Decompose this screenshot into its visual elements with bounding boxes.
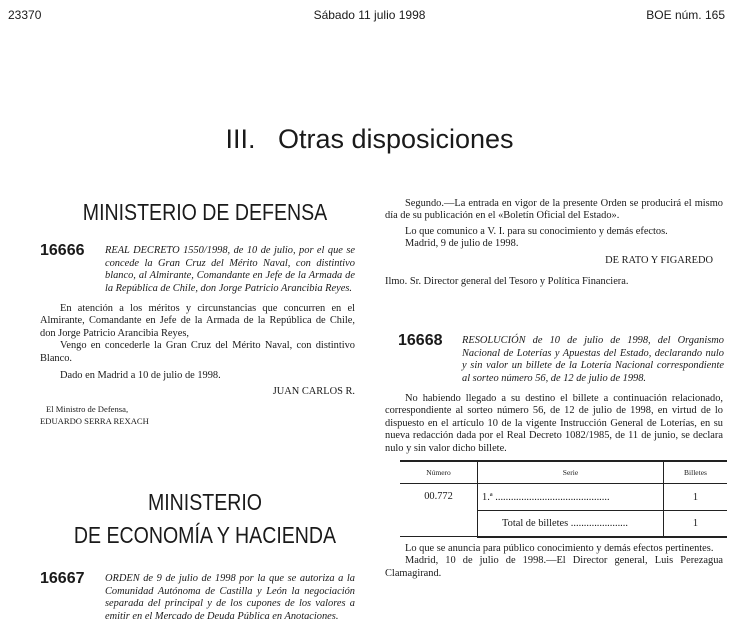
doc-body (40, 303, 355, 427)
ministry-heading: DE ECONOMÍA Y HACIENDA (73, 522, 337, 548)
section-title: III. Otras disposiciones (225, 124, 514, 154)
paragraph: Madrid, 9 de julio de 1998. (405, 238, 519, 250)
doc-summary: REAL DECRETO 1550/1998, de 10 de julio, por el que se concede la Gran Cruz del Mérito Naval, con distintivo blanco, al Almirante, Comandante en Jefe de la Armada de la República de Chile, don Jorge Patricio Arancibia Reyes. (105, 245, 355, 294)
doc-body (385, 543, 723, 580)
paragraph: Segundo.—La entrada en vigor de la presente Orden se producirá el mismo día de su publicación en el «Boletín Oficial del Estado». (385, 198, 723, 222)
paragraph: Vengo en concederle la Gran Cruz del Mérito Naval, con distintivo Blanco. (40, 340, 355, 364)
doc-summary: ORDEN de 9 de julio de 1998 por la que se autoriza a la Comunidad Autónoma de Castilla y León la negociación separada del principal y de los cupones de los valores a emitir en el Mercado de Deuda Pública en Anotaciones. (105, 573, 355, 622)
ticket-number: 00.772 (400, 484, 478, 537)
paragraph: Madrid, 10 de julio de 1998.—El Director general, Luis Perezagua Clamagirand. (385, 555, 723, 579)
ministry-heading: MINISTERIO DE DEFENSA (82, 199, 328, 225)
column-header: Número (400, 461, 478, 484)
signature: JUAN CARLOS R. (272, 386, 355, 398)
issue-number: BOE núm. 165 (646, 8, 725, 22)
doc-number: 16666 (40, 242, 85, 259)
minister-title: El Ministro de Defensa, (46, 404, 129, 415)
column-header: Billetes (664, 461, 728, 484)
doc-number: 16668 (398, 332, 443, 349)
paragraph: Lo que comunico a V. I. para su conocimiento y demás efectos. (405, 225, 668, 237)
doc-summary: RESOLUCIÓN de 10 de julio de 1998, del Organismo Nacional de Loterías y Apuestas del Estado, declarando nulo y sin valor un billete de la Lotería Nacional correspondiente al sorteo número 56, de 12 de julio de 1998. (462, 335, 724, 384)
page-number: 23370 (8, 8, 42, 22)
doc-body (385, 198, 723, 287)
signature: DE RATO Y FIGAREDO (605, 254, 713, 266)
paragraph: Dado en Madrid a 10 de julio de 1998. (60, 370, 221, 382)
total-label: Total de billetes ...................... (478, 511, 664, 537)
ticket-count: 1 (664, 484, 728, 511)
issue-date: Sábado 11 julio 1998 (313, 8, 426, 22)
paragraph: Lo que se anuncia para público conocimiento y demás efectos pertinentes. (405, 543, 714, 554)
paragraph: No habiendo llegado a su destino el billete a continuación relacionado, correspondiente al sorteo número 56, de 12 de julio de 1998, en virtud de lo dispuesto en el artículo 10 de la vigente Instrucción General de Loterías, en su nueva redacción dada por el Real Decreto 1082/1985, de 11 de junio, se declara nulo y sin valor dicho billete. (385, 393, 723, 454)
lottery-table (400, 460, 727, 538)
ministry-heading: MINISTERIO (147, 489, 263, 515)
doc-body (385, 393, 723, 455)
ticket-series: 1.ª ............................................ (478, 484, 664, 511)
doc-number: 16667 (40, 570, 85, 587)
minister-name: EDUARDO SERRA REXACH (40, 416, 149, 427)
total-count: 1 (664, 511, 728, 537)
paragraph: En atención a los méritos y circunstancias que concurren en el Almirante, Comandante en Jefe de la Armada de la República de Chile, don Jorge Patricio Arancibia Reyes, (40, 303, 355, 339)
addressee: Ilmo. Sr. Director general del Tesoro y Política Financiera. (385, 275, 629, 287)
column-header: Serie (478, 461, 664, 484)
